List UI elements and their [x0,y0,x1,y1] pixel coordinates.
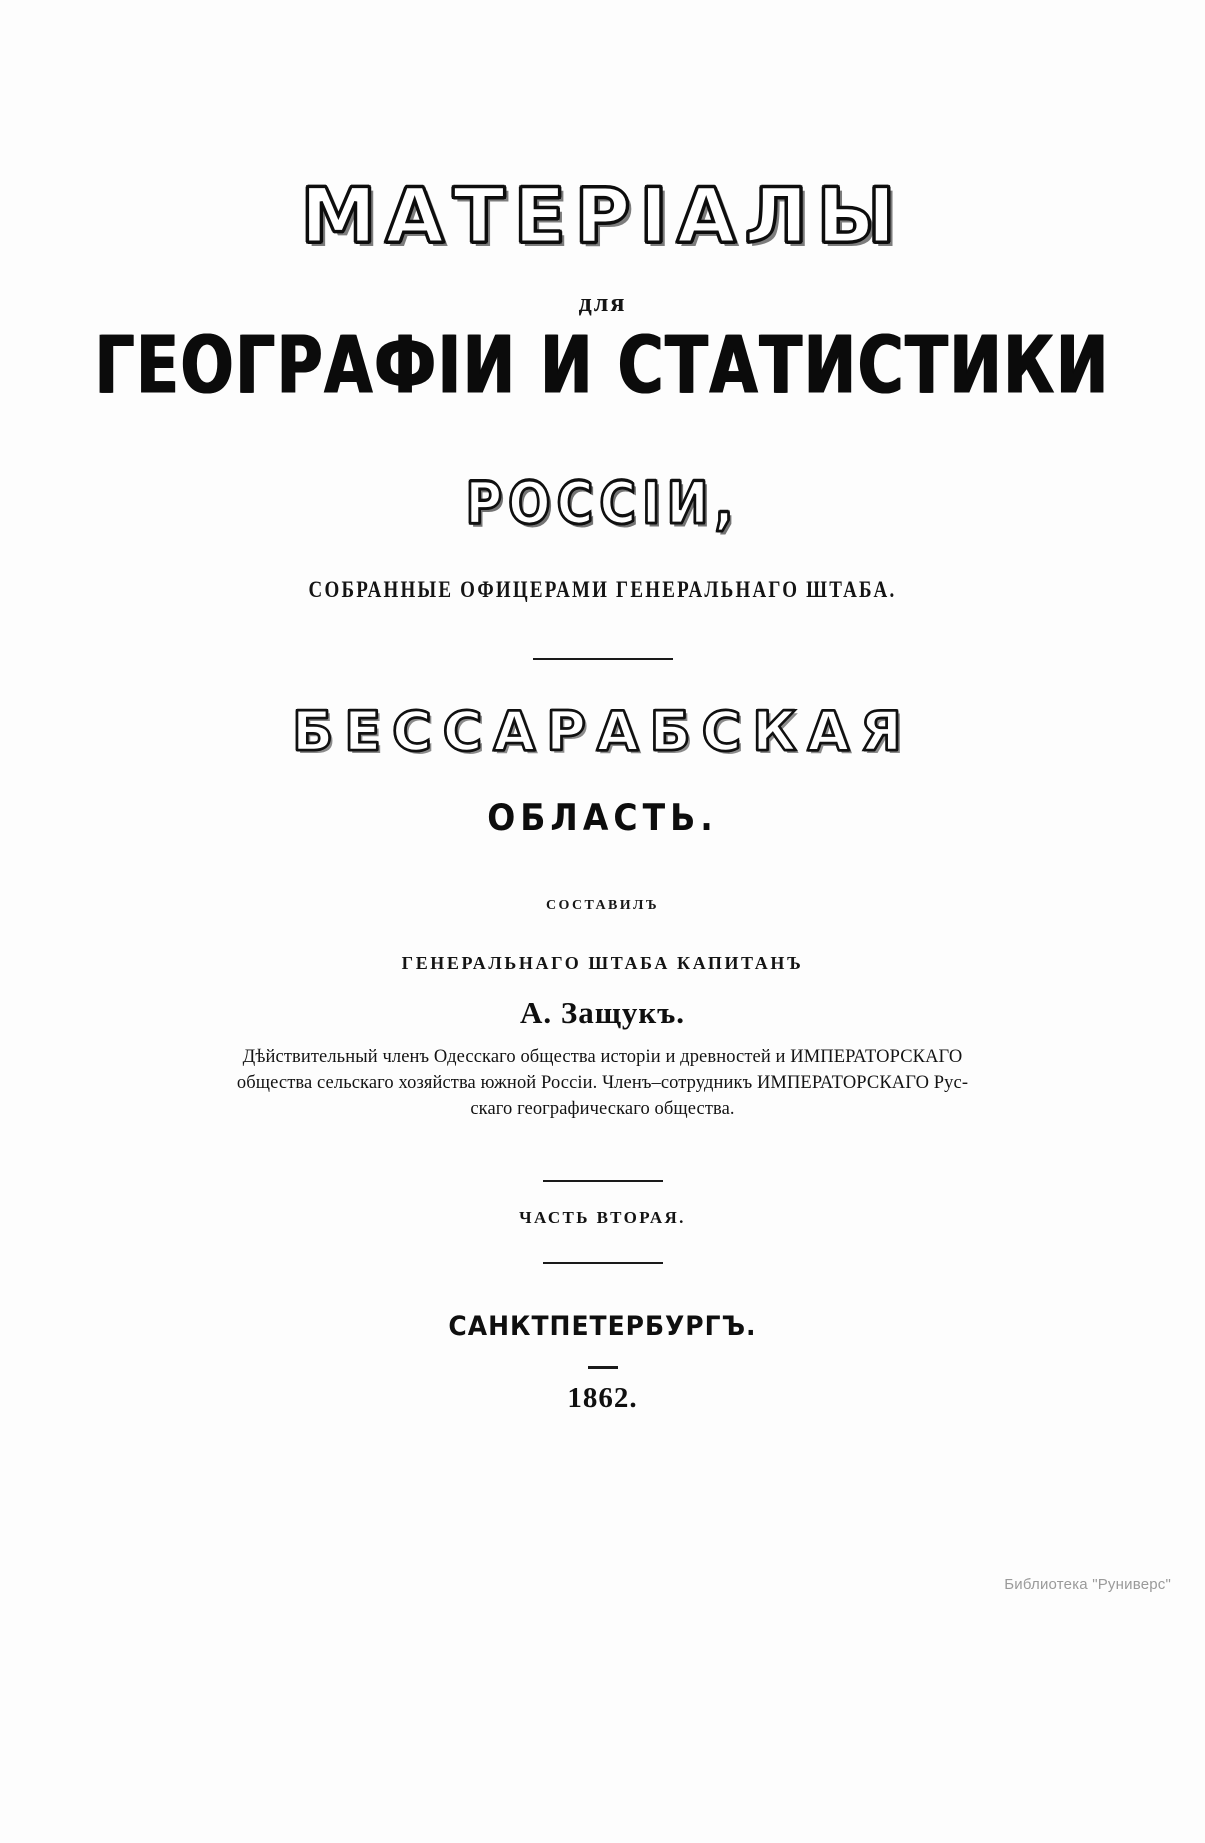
divider-rule-below-part [543,1262,663,1264]
compiler-label: СОСТАВИЛЪ [545,898,659,913]
author-rank: ГЕНЕРАЛЬНАГО ШТАБА КАПИТАНЪ [401,953,804,973]
author-credentials-line-1: Дѣйствительный членъ Одесскаго общества исторіи и древностей и ИМПЕРАТОРСКАГО [242,1047,963,1067]
publication-year: 1862. [567,1382,638,1414]
divider-rule-above-part [543,1180,663,1182]
region-type-heading: ОБЛАСТЬ. [487,796,718,839]
author-credentials [208,1044,998,1122]
subject-heading: ГЕОГРАФІИ И СТАТИСТИКИ [94,318,1111,412]
author-name: А. Защукъ. [519,995,686,1030]
library-watermark: Библиотека "Руниверс" [1004,1576,1171,1593]
part-label: ЧАСТЬ ВТОРАЯ. [519,1208,686,1227]
publication-city: САНКТПЕТЕРБУРГЪ. [448,1310,757,1342]
title-preposition: для [578,288,627,317]
author-credentials-line-3: скаго географическаго общества. [470,1099,735,1119]
region-heading: БЕССАРАБСКАЯ [292,700,913,763]
author-credentials-line-2: общества сельскаго хозяйства южной Россіи. Членъ–сотрудникъ ИМПЕРАТОРСКАГО Рус- [236,1073,969,1093]
page-title: МАТЕРІАЛЫ [300,171,905,260]
divider-dash [588,1366,618,1369]
compiled-by-line: СОБРАННЫЕ ОФИЦЕРАМИ ГЕНЕРАЛЬНАГО ШТАБА. [308,578,897,604]
divider-rule-top [533,658,673,660]
country-heading: РОССІИ, [465,470,740,537]
